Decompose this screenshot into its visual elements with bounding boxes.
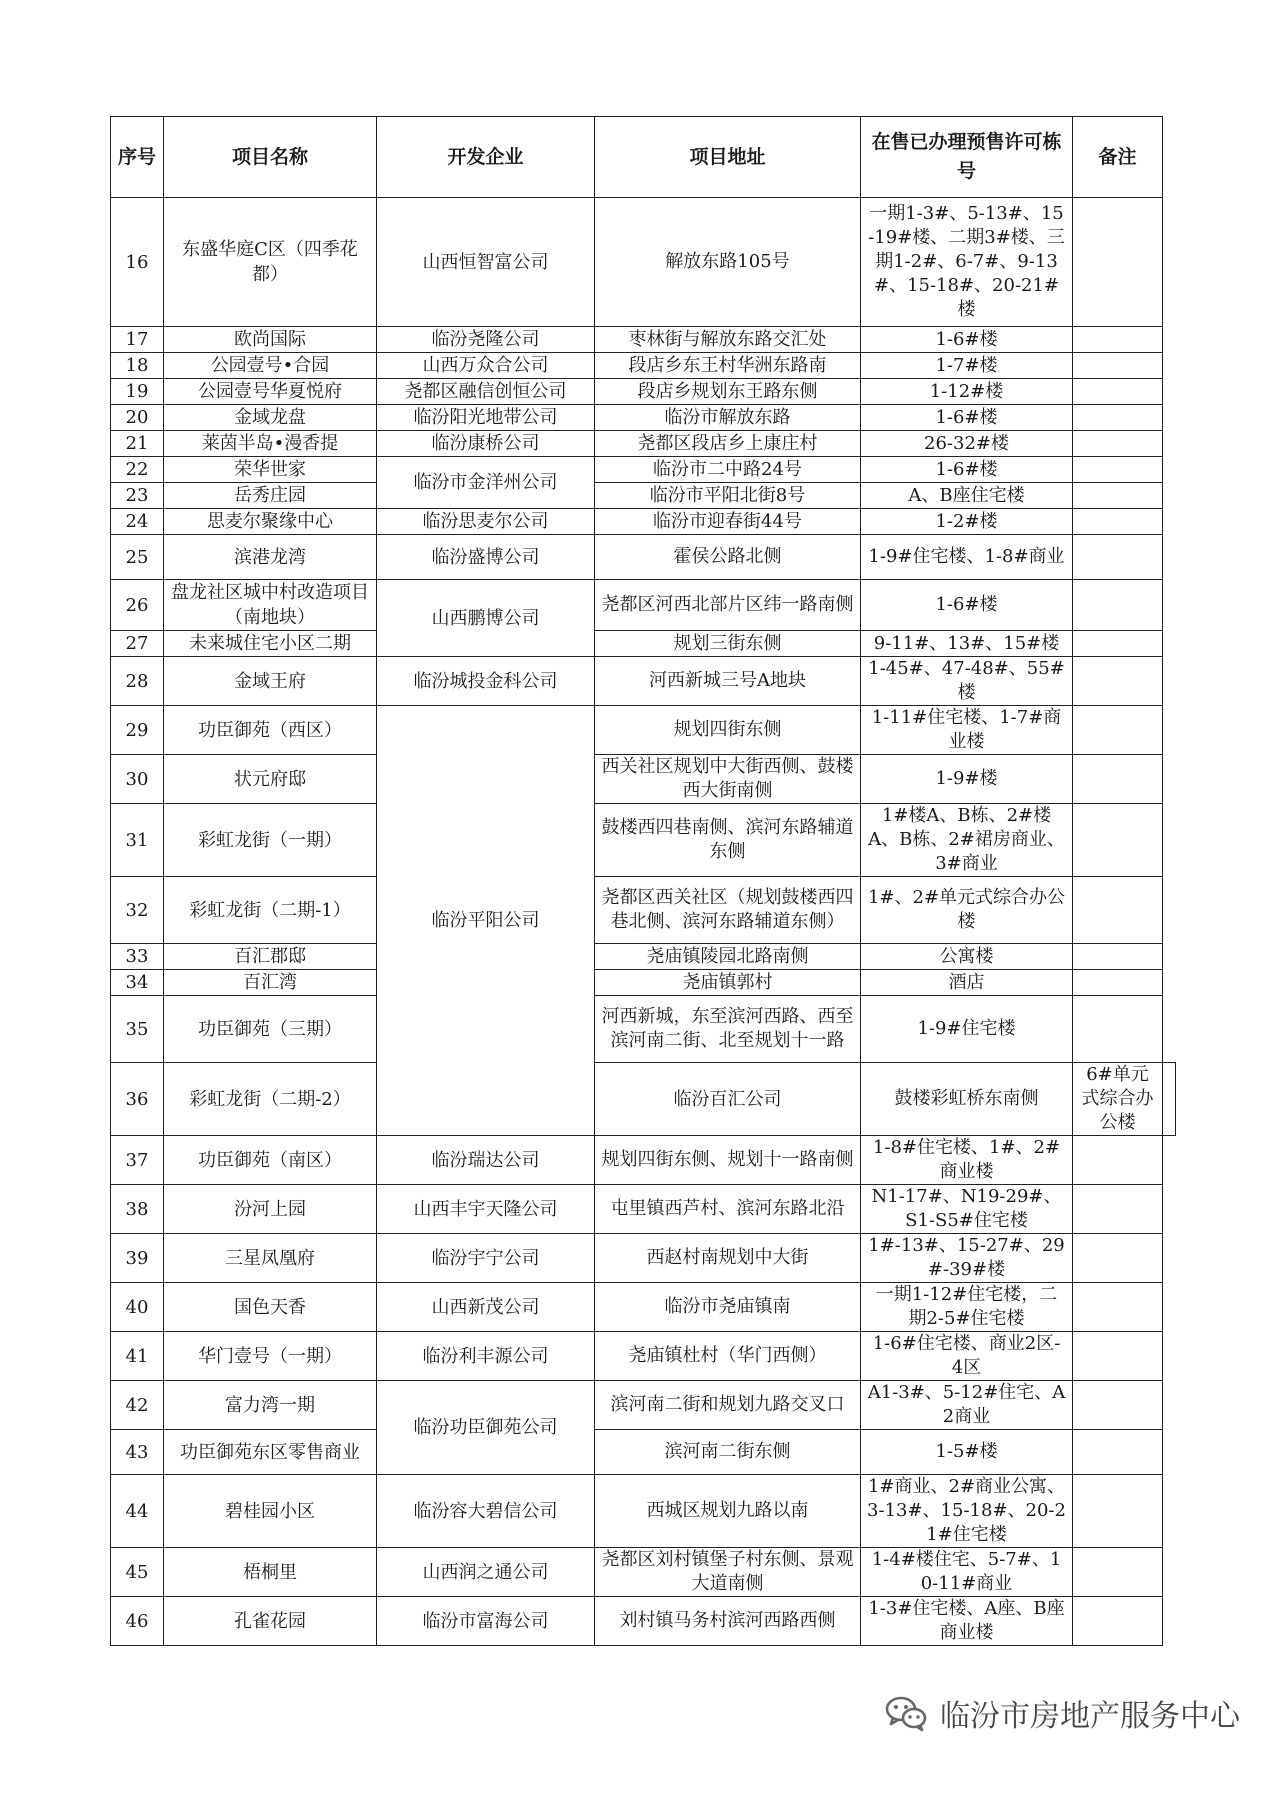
cell-remark [1073, 996, 1163, 1063]
table-row [111, 1332, 1176, 1381]
cell-project-name: 彩虹龙街（二期-1） [164, 877, 377, 944]
cell-address: 河西新城三号A地块 [595, 657, 861, 706]
cell-no: 43 [111, 1430, 164, 1475]
cell-address: 尧都区段店乡上康庄村 [595, 431, 861, 457]
watermark [884, 1688, 1240, 1738]
cell-address: 尧都区河西北部片区纬一路南侧 [595, 580, 861, 631]
cell-remark [1073, 970, 1163, 996]
cell-address: 滨河南二街东侧 [595, 1430, 861, 1475]
table-row [111, 970, 1176, 996]
cell-project-name: 孔雀花园 [164, 1597, 377, 1646]
cell-buildings: 酒店 [861, 970, 1073, 996]
cell-address: 段店乡东王村华洲东路南 [595, 353, 861, 379]
cell-remark [1073, 755, 1163, 804]
cell-project-name: 未来城住宅小区二期 [164, 631, 377, 657]
cell-developer: 临汾康桥公司 [377, 431, 595, 457]
cell-buildings: 1-9#楼 [861, 755, 1073, 804]
cell-project-name: 彩虹龙街（二期-2） [164, 1063, 377, 1136]
cell-buildings: 一期1-12#住宅楼，二期2-5#住宅楼 [861, 1283, 1073, 1332]
cell-project-name: 功臣御苑东区零售商业 [164, 1430, 377, 1475]
cell-no: 18 [111, 353, 164, 379]
cell-no: 16 [111, 198, 164, 327]
table-row [111, 1430, 1176, 1475]
presale-table [110, 116, 1176, 1646]
cell-developer: 临汾利丰源公司 [377, 1332, 595, 1381]
cell-developer: 临汾阳光地带公司 [377, 405, 595, 431]
table-row [111, 198, 1176, 327]
cell-remark [1073, 1548, 1163, 1597]
cell-address: 规划三街东侧 [595, 631, 861, 657]
cell-remark [1073, 457, 1163, 483]
cell-no: 33 [111, 944, 164, 970]
cell-remark [1073, 877, 1163, 944]
cell-buildings: 1-6#楼 [861, 457, 1073, 483]
cell-project-name: 汾河上园 [164, 1185, 377, 1234]
cell-developer: 山西丰宇天隆公司 [377, 1185, 595, 1234]
table-row [111, 1597, 1176, 1646]
cell-project-name: 荣华世家 [164, 457, 377, 483]
cell-project-name: 滨港龙湾 [164, 535, 377, 580]
cell-address: 河西新城，东至滨河西路、西至滨河南二街、北至规划十一路 [595, 996, 861, 1063]
cell-no: 38 [111, 1185, 164, 1234]
cell-remark [1073, 1597, 1163, 1646]
table-row [111, 631, 1176, 657]
cell-buildings: 1#-13#、15-27#、29#-39#楼 [861, 1234, 1073, 1283]
cell-remark [1073, 1430, 1163, 1475]
cell-project-name: 三星凤凰府 [164, 1234, 377, 1283]
cell-buildings: 1-12#楼 [861, 379, 1073, 405]
cell-address: 尧都区西关社区（规划鼓楼西四巷北侧、滨河东路辅道东侧） [595, 877, 861, 944]
cell-address: 临汾市迎春街44号 [595, 509, 861, 535]
cell-buildings: 1-9#住宅楼、1-8#商业 [861, 535, 1073, 580]
cell-no: 19 [111, 379, 164, 405]
cell-address: 段店乡规划东王路东侧 [595, 379, 861, 405]
table-row [111, 706, 1176, 755]
header-project-name: 项目名称 [164, 117, 377, 198]
cell-remark [1073, 580, 1163, 631]
cell-no: 41 [111, 1332, 164, 1381]
cell-remark [1073, 483, 1163, 509]
cell-address: 解放东路105号 [595, 198, 861, 327]
cell-developer: 临汾宇宁公司 [377, 1234, 595, 1283]
cell-address: 刘村镇马务村滨河西路西侧 [595, 1597, 861, 1646]
cell-project-name: 华门壹号（一期） [164, 1332, 377, 1381]
cell-developer: 尧都区融信创恒公司 [377, 379, 595, 405]
table-row [111, 1136, 1176, 1185]
cell-project-name: 公园壹号•合园 [164, 353, 377, 379]
cell-no: 24 [111, 509, 164, 535]
header-address: 项目地址 [595, 117, 861, 198]
cell-buildings: 1-6#楼 [861, 580, 1073, 631]
cell-buildings: A1-3#、5-12#住宅、A2商业 [861, 1381, 1073, 1430]
cell-buildings: 1-2#楼 [861, 509, 1073, 535]
cell-project-name: 富力湾一期 [164, 1381, 377, 1430]
cell-project-name: 莱茵半岛•漫香提 [164, 431, 377, 457]
cell-no: 23 [111, 483, 164, 509]
cell-remark [1073, 1185, 1163, 1234]
cell-no: 28 [111, 657, 164, 706]
table-row [111, 353, 1176, 379]
cell-remark [1073, 1332, 1163, 1381]
cell-remark [1073, 657, 1163, 706]
cell-developer: 临汾市富海公司 [377, 1597, 595, 1646]
cell-no: 45 [111, 1548, 164, 1597]
cell-remark [1073, 631, 1163, 657]
cell-no: 21 [111, 431, 164, 457]
table-row [111, 1185, 1176, 1234]
cell-remark [1073, 804, 1163, 877]
cell-address: 临汾市尧庙镇南 [595, 1283, 861, 1332]
cell-developer: 临汾功臣御苑公司 [377, 1381, 595, 1475]
cell-address: 枣林街与解放东路交汇处 [595, 327, 861, 353]
cell-remark [1073, 1136, 1163, 1185]
cell-remark [1073, 1475, 1163, 1548]
cell-project-name: 国色天香 [164, 1283, 377, 1332]
cell-buildings: 1-9#住宅楼 [861, 996, 1073, 1063]
cell-no: 46 [111, 1597, 164, 1646]
header-row [111, 117, 1176, 198]
cell-no: 37 [111, 1136, 164, 1185]
cell-address: 临汾市二中路24号 [595, 457, 861, 483]
cell-developer: 临汾城投金科公司 [377, 657, 595, 706]
cell-no: 36 [111, 1063, 164, 1136]
cell-project-name: 百汇郡邸 [164, 944, 377, 970]
cell-developer: 山西润之通公司 [377, 1548, 595, 1597]
cell-buildings: 1-45#、47-48#、55#楼 [861, 657, 1073, 706]
cell-buildings: 1-5#楼 [861, 1430, 1073, 1475]
cell-no: 26 [111, 580, 164, 631]
cell-address: 尧庙镇陵园北路南侧 [595, 944, 861, 970]
table-row [111, 1234, 1176, 1283]
header-no: 序号 [111, 117, 164, 198]
table-row [111, 755, 1176, 804]
cell-buildings: N1-17#、N19-29#、S1-S5#住宅楼 [861, 1185, 1073, 1234]
cell-remark [1073, 431, 1163, 457]
cell-developer: 山西万众合公司 [377, 353, 595, 379]
cell-developer: 山西恒智富公司 [377, 198, 595, 327]
cell-buildings: 1-6#楼 [861, 327, 1073, 353]
table-row [111, 944, 1176, 970]
cell-developer: 山西新茂公司 [377, 1283, 595, 1332]
table-row [111, 657, 1176, 706]
cell-no: 32 [111, 877, 164, 944]
cell-buildings: 1#商业、2#商业公寓、3-13#、15-18#、20-21#住宅楼 [861, 1475, 1073, 1548]
cell-developer: 临汾市金洋州公司 [377, 457, 595, 509]
header-developer: 开发企业 [377, 117, 595, 198]
cell-no: 27 [111, 631, 164, 657]
cell-buildings: 1-7#楼 [861, 353, 1073, 379]
cell-remark [1073, 1234, 1163, 1283]
cell-remark [1163, 1063, 1176, 1136]
table-row [111, 509, 1176, 535]
cell-buildings: 1-3#住宅楼、A座、B座商业楼 [861, 1597, 1073, 1646]
cell-remark [1073, 405, 1163, 431]
cell-address: 滨河南二街和规划九路交叉口 [595, 1381, 861, 1430]
table-row [111, 405, 1176, 431]
table-row [111, 1548, 1176, 1597]
cell-remark [1073, 198, 1163, 327]
cell-address: 尧庙镇杜村（华门西侧） [595, 1332, 861, 1381]
table-row [111, 580, 1176, 631]
cell-project-name: 盘龙社区城中村改造项目（南地块） [164, 580, 377, 631]
header-remark: 备注 [1073, 117, 1163, 198]
cell-address: 鼓楼彩虹桥东南侧 [861, 1063, 1073, 1136]
cell-project-name: 碧桂园小区 [164, 1475, 377, 1548]
cell-buildings: 1#、2#单元式综合办公楼 [861, 877, 1073, 944]
cell-remark [1073, 706, 1163, 755]
cell-buildings: 9-11#、13#、15#楼 [861, 631, 1073, 657]
cell-project-name: 岳秀庄园 [164, 483, 377, 509]
cell-no: 35 [111, 996, 164, 1063]
table-row [111, 379, 1176, 405]
cell-address: 临汾市解放东路 [595, 405, 861, 431]
cell-address: 西赵村南规划中大街 [595, 1234, 861, 1283]
cell-project-name: 思麦尔聚缘中心 [164, 509, 377, 535]
header-buildings: 在售已办理预售许可栋号 [861, 117, 1073, 198]
cell-no: 30 [111, 755, 164, 804]
cell-address: 西关社区规划中大街西侧、鼓楼西大街南侧 [595, 755, 861, 804]
table-row [111, 483, 1176, 509]
cell-project-name: 百汇湾 [164, 970, 377, 996]
cell-no: 31 [111, 804, 164, 877]
cell-developer: 临汾百汇公司 [595, 1063, 861, 1136]
cell-remark [1073, 944, 1163, 970]
cell-buildings: 6#单元式综合办公楼 [1073, 1063, 1163, 1136]
cell-address: 屯里镇西芦村、滨河东路北沿 [595, 1185, 861, 1234]
cell-buildings: 26-32#楼 [861, 431, 1073, 457]
watermark-text: 临汾市房地产服务中心 [940, 1699, 1240, 1734]
cell-address: 尧庙镇郭村 [595, 970, 861, 996]
cell-no: 44 [111, 1475, 164, 1548]
wechat-icon [884, 1693, 928, 1733]
cell-address: 规划四街东侧、规划十一路南侧 [595, 1136, 861, 1185]
table-row [111, 804, 1176, 877]
table-row [111, 1063, 1176, 1136]
table-row [111, 877, 1176, 944]
cell-buildings: 一期1-3#、5-13#、15-19#楼、二期3#楼、三期1-2#、6-7#、9-13#、15-18#、20-21#楼 [861, 198, 1073, 327]
cell-developer: 临汾盛博公司 [377, 535, 595, 580]
cell-buildings: 1-4#楼住宅、5-7#、10-11#商业 [861, 1548, 1073, 1597]
table-row [111, 327, 1176, 353]
cell-buildings: A、B座住宅楼 [861, 483, 1073, 509]
cell-project-name: 功臣御苑（南区） [164, 1136, 377, 1185]
cell-project-name: 欧尚国际 [164, 327, 377, 353]
cell-project-name: 金域王府 [164, 657, 377, 706]
cell-developer: 临汾容大碧信公司 [377, 1475, 595, 1548]
cell-buildings: 1-8#住宅楼、1#、2#商业楼 [861, 1136, 1073, 1185]
cell-project-name: 梧桐里 [164, 1548, 377, 1597]
cell-no: 34 [111, 970, 164, 996]
cell-remark [1073, 535, 1163, 580]
cell-no: 39 [111, 1234, 164, 1283]
cell-remark [1073, 1381, 1163, 1430]
cell-no: 22 [111, 457, 164, 483]
cell-no: 25 [111, 535, 164, 580]
cell-no: 40 [111, 1283, 164, 1332]
table-row [111, 1475, 1176, 1548]
cell-remark [1073, 509, 1163, 535]
cell-project-name: 金域龙盘 [164, 405, 377, 431]
table-row [111, 1381, 1176, 1430]
cell-address: 鼓楼西四巷南侧、滨河东路辅道东侧 [595, 804, 861, 877]
cell-developer: 临汾平阳公司 [377, 706, 595, 1136]
cell-buildings: 1-6#住宅楼、商业2区-4区 [861, 1332, 1073, 1381]
table-body [111, 198, 1176, 1646]
cell-no: 29 [111, 706, 164, 755]
cell-remark [1073, 379, 1163, 405]
cell-remark [1073, 327, 1163, 353]
table-row [111, 996, 1176, 1063]
cell-no: 42 [111, 1381, 164, 1430]
table-row [111, 431, 1176, 457]
cell-project-name: 公园壹号华夏悦府 [164, 379, 377, 405]
cell-buildings: 1-6#楼 [861, 405, 1073, 431]
cell-developer: 临汾尧隆公司 [377, 327, 595, 353]
cell-buildings: 1#楼A、B栋、2#楼A、B栋、2#裙房商业、3#商业 [861, 804, 1073, 877]
table-row [111, 1283, 1176, 1332]
cell-remark [1073, 1283, 1163, 1332]
cell-project-name: 功臣御苑（西区） [164, 706, 377, 755]
cell-project-name: 功臣御苑（三期） [164, 996, 377, 1063]
cell-address: 规划四街东侧 [595, 706, 861, 755]
cell-address: 临汾市平阳北街8号 [595, 483, 861, 509]
cell-buildings: 1-11#住宅楼、1-7#商业楼 [861, 706, 1073, 755]
cell-no: 17 [111, 327, 164, 353]
table-row [111, 535, 1176, 580]
cell-project-name: 彩虹龙街（一期） [164, 804, 377, 877]
cell-project-name: 状元府邸 [164, 755, 377, 804]
cell-developer: 山西鹏博公司 [377, 580, 595, 657]
cell-address: 西城区规划九路以南 [595, 1475, 861, 1548]
cell-developer: 临汾思麦尔公司 [377, 509, 595, 535]
cell-developer: 临汾瑞达公司 [377, 1136, 595, 1185]
cell-address: 尧都区刘村镇堡子村东侧、景观大道南侧 [595, 1548, 861, 1597]
cell-project-name: 东盛华庭C区（四季花都） [164, 198, 377, 327]
cell-remark [1073, 353, 1163, 379]
cell-buildings: 公寓楼 [861, 944, 1073, 970]
cell-no: 20 [111, 405, 164, 431]
cell-address: 霍侯公路北侧 [595, 535, 861, 580]
table-row [111, 457, 1176, 483]
